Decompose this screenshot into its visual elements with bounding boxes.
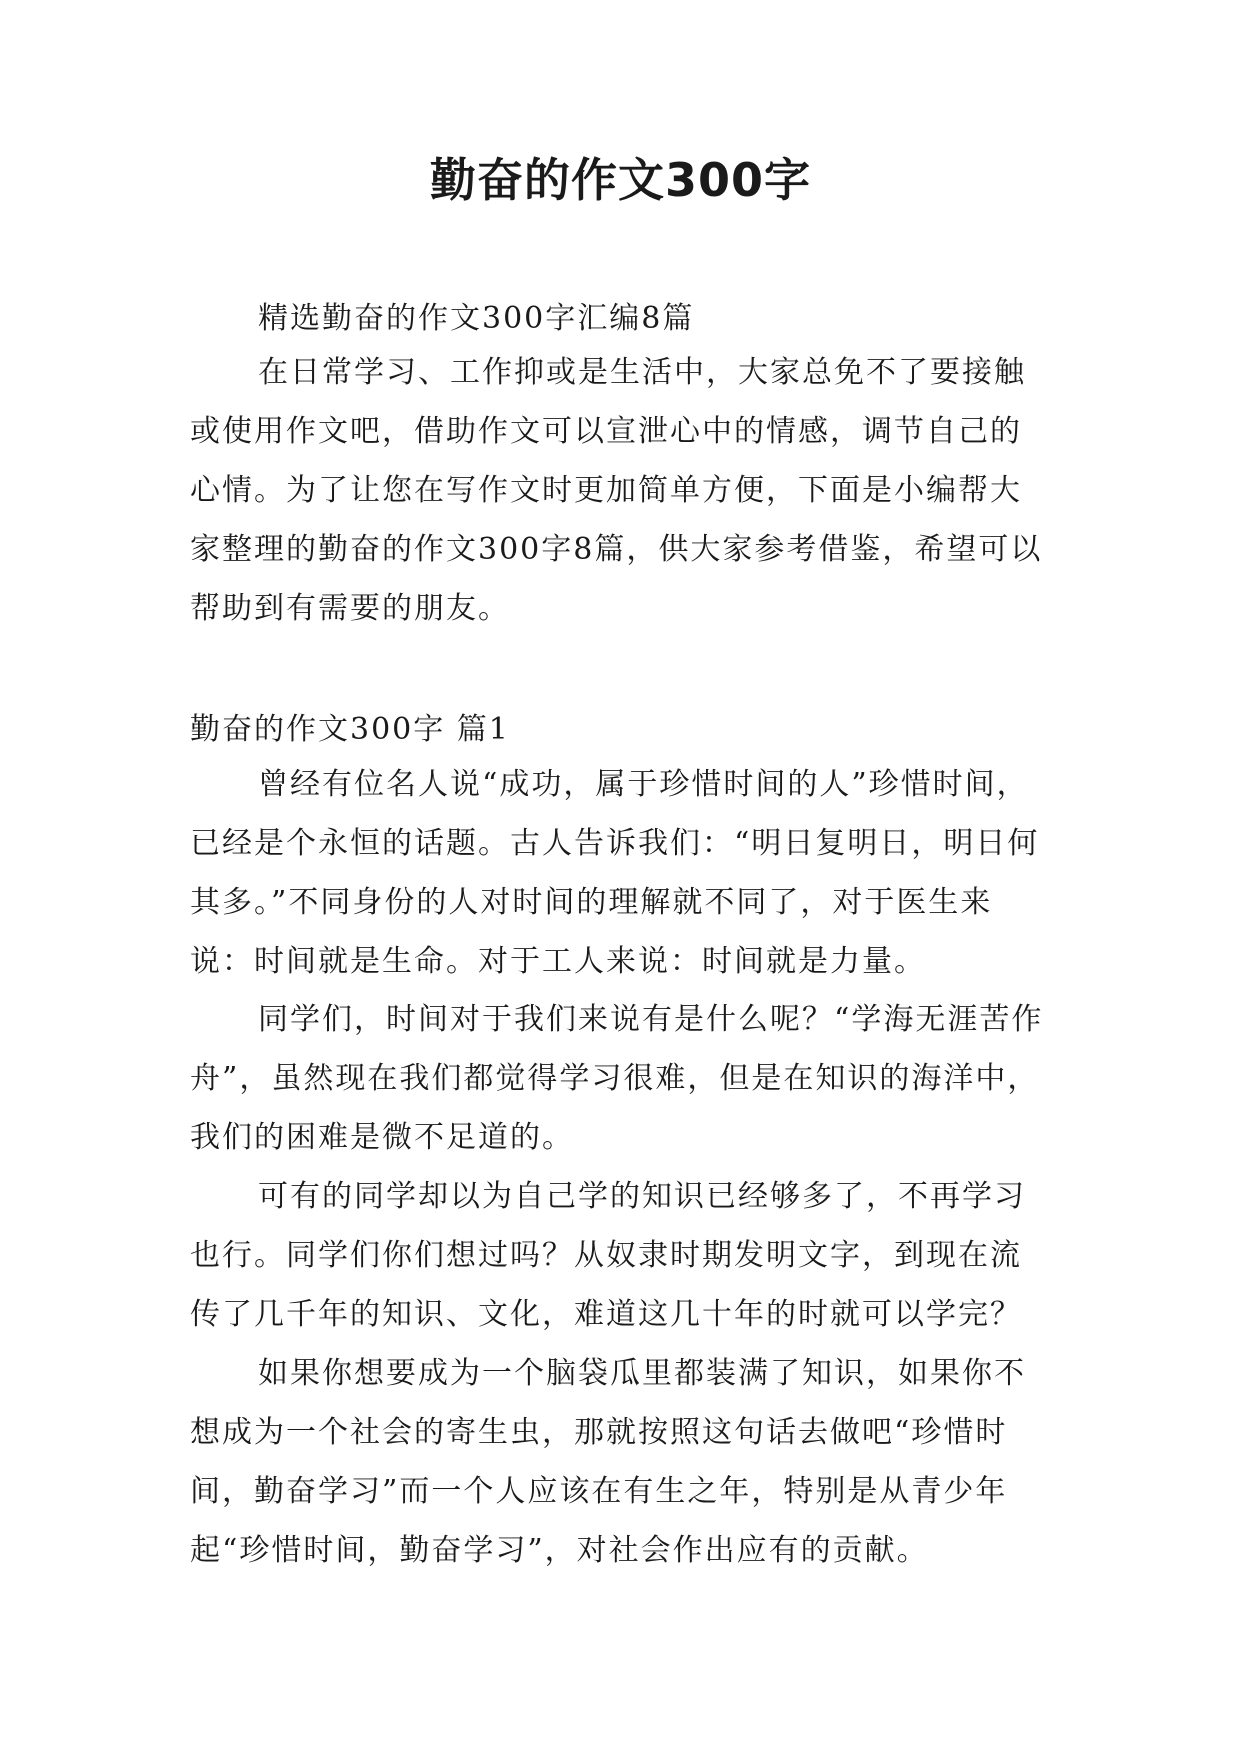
- section-heading: 勤奋的作文300字 篇1: [190, 712, 510, 747]
- intro-paragraph: 在日常学习、工作抑或是生活中，大家总免不了要接触或使用作文吧，借助作文可以宣泄心中的情感，调节自己的心情。为了让您在写作文时更加简单方便，下面是小编帮大家整理的勤奋的作文300字8篇，供大家参考借鉴，希望可以帮助到有需要的朋友。: [190, 355, 1043, 626]
- essay-paragraph-1: 曾经有位名人说“成功，属于珍惜时间的人”珍惜时间，已经是个永恒的话题。古人告诉我们：“明日复明日，明日何其多。”不同身份的人对时间的理解就不同了，对于医生来说：时间就是生命。对于工人来说：时间就是力量。: [190, 767, 1040, 979]
- essay-paragraph-4: 如果你想要成为一个脑袋瓜里都装满了知识，如果你不想成为一个社会的寄生虫，那就按照这句话去做吧“珍惜时间，勤奋学习”而一个人应该在有生之年，特别是从青少年起“珍惜时间，勤奋学习”，对社会作出应有的贡献。: [190, 1356, 1026, 1568]
- essay-paragraph-3: 可有的同学却以为自己学的知识已经够多了，不再学习也行。同学们你们想过吗？从奴隶时期发明文字，到现在流传了几千年的知识、文化，难道这几十年的时就可以学完？: [190, 1179, 1026, 1332]
- document-subtitle: 精选勤奋的作文300字汇编8篇: [258, 301, 695, 336]
- essay-paragraph-2: 同学们，时间对于我们来说有是什么呢？“学海无涯苦作舟”，虽然现在我们都觉得学习很难，但是在知识的海洋中，我们的困难是微不足道的。: [190, 1002, 1044, 1155]
- document-title: 勤奋的作文300字: [429, 153, 812, 207]
